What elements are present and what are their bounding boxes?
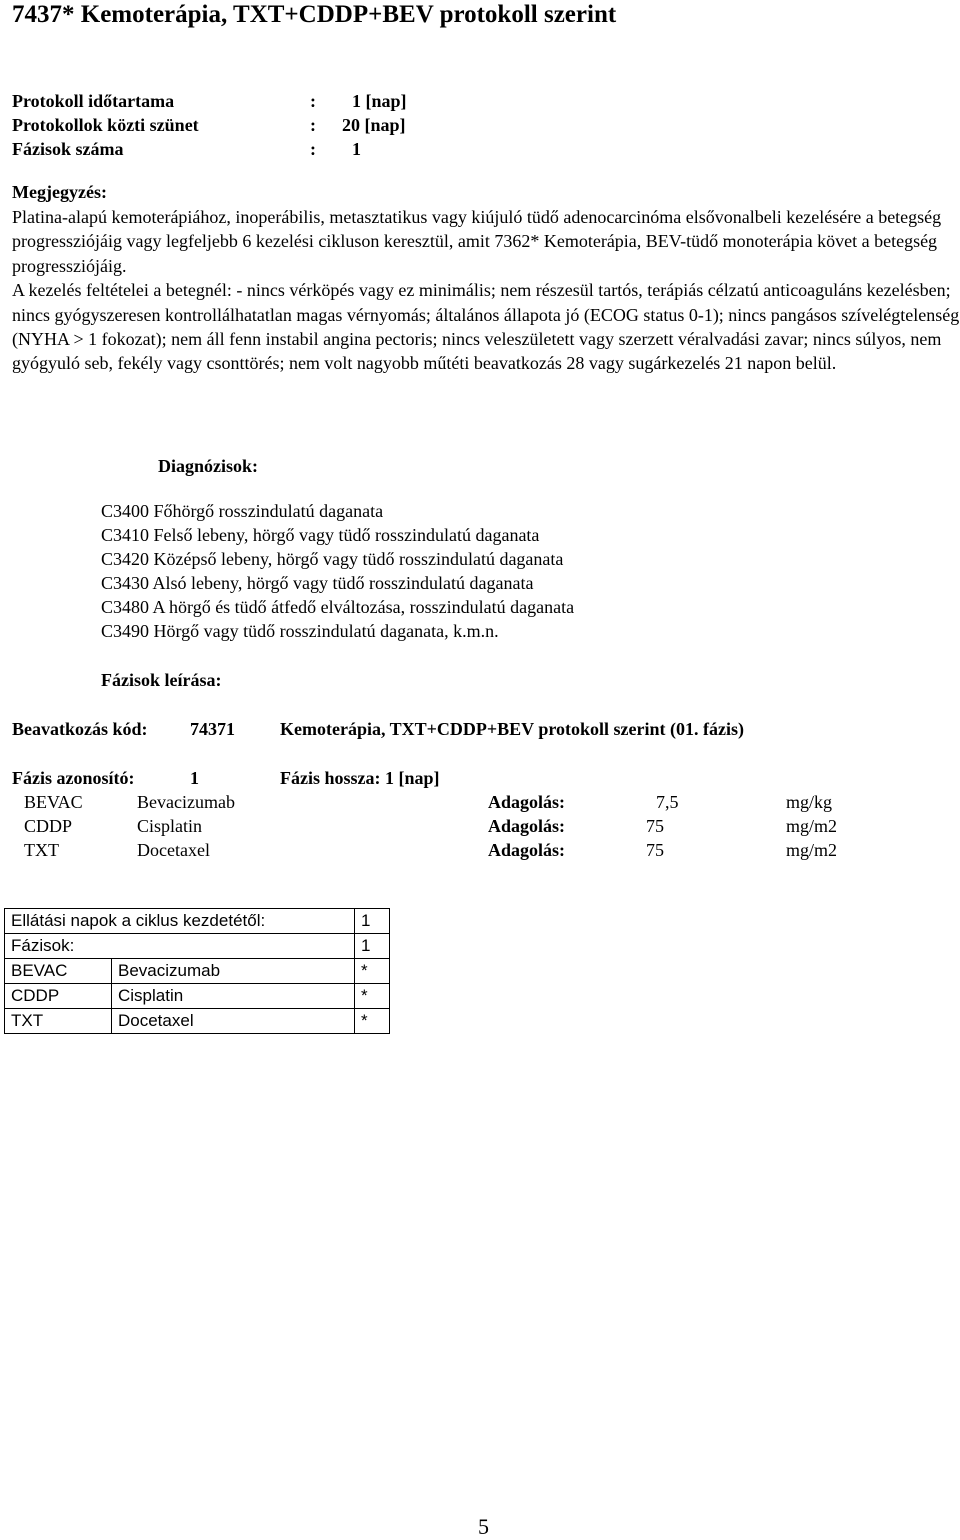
drug-name: Cisplatin xyxy=(137,816,203,836)
dose-label: Adagolás: xyxy=(488,816,566,836)
protocol-duration-label: Protokoll időtartama xyxy=(12,91,175,111)
intervention-name: Kemoterápia, TXT+CDDP+BEV protokoll szerint (01. fázis) xyxy=(280,719,744,739)
diagnosis-item: C3400 Főhörgő rosszindulatú daganata xyxy=(101,501,384,521)
dose-value: 7,5 xyxy=(656,792,679,812)
phase-count-sep: : xyxy=(310,139,316,159)
drug-code: BEVAC xyxy=(24,792,83,812)
phase-length: Fázis hossza: 1 [nap] xyxy=(280,768,440,788)
table-cell: BEVAC xyxy=(5,959,112,984)
table-row xyxy=(5,959,390,984)
dose-unit: mg/kg xyxy=(786,792,833,812)
diagnosis-item: C3430 Alsó lebeny, hörgő vagy tüdő rosszindulatú daganata xyxy=(101,573,534,593)
phase-count-label: Fázisok száma xyxy=(12,139,124,159)
table-cell: Fázisok: xyxy=(5,934,355,959)
phase-id-label: Fázis azonosító: xyxy=(12,768,135,788)
intervention-code-label: Beavatkozás kód: xyxy=(12,719,148,739)
protocol-duration-sep: : xyxy=(310,91,316,111)
phase-id-value: 1 xyxy=(190,768,199,788)
drug-code: CDDP xyxy=(24,816,73,836)
table-cell: Ellátási napok a ciklus kezdetétől: xyxy=(5,909,355,934)
phases-heading: Fázisok leírása: xyxy=(101,670,222,690)
protocol-gap-label: Protokollok közti szünet xyxy=(12,115,199,135)
table-cell: 1 xyxy=(355,934,390,959)
table-cell: Docetaxel xyxy=(112,1009,355,1034)
protocol-duration-value: 1 [nap] xyxy=(352,91,407,111)
table-cell: TXT xyxy=(5,1009,112,1034)
dose-unit: mg/m2 xyxy=(786,816,838,836)
page-title: 7437* Kemoterápia, TXT+CDDP+BEV protokoll szerint xyxy=(12,1,617,28)
diagnosis-item: C3480 A hörgő és tüdő átfedő elváltozása, rosszindulatú daganata xyxy=(101,597,575,617)
table-row xyxy=(5,909,390,934)
dose-unit: mg/m2 xyxy=(786,840,838,860)
dose-value: 75 xyxy=(646,840,664,860)
table-row xyxy=(5,984,390,1009)
schedule-table xyxy=(4,908,390,1034)
dose-label: Adagolás: xyxy=(488,792,566,812)
phase-count-value: 1 xyxy=(352,139,361,159)
drug-code: TXT xyxy=(24,840,59,860)
protocol-gap-value: 20 [nap] xyxy=(342,115,406,135)
dose-label: Adagolás: xyxy=(488,840,566,860)
table-cell: Bevacizumab xyxy=(112,959,355,984)
note-paragraph-2: A kezelés feltételei a betegnél: - nincs vérköpés vagy ez minimális; nem részesül tartós, terápiás célzatú anticoaguláns kezelésben; nincs gyógyszeresen kontrollálhatatlan magas vérnyomás; általános állapota jó (ECOG status 0-1); nincs pangásos szívelégtelenség (NYHA > 1 fokozat); nem áll fenn instabil angina pectoris; nincs veleszületett vagy szerzett véralvadási zavar; nincs súlyos, nem gyógyuló seb, fekély vagy csonttörés; nem volt nagyobb műtéti beavatkozás 28 vagy sugárkezelés 21 napon belül. xyxy=(12,280,960,374)
diagnoses-heading: Diagnózisok: xyxy=(158,456,259,476)
table-cell: 1 xyxy=(355,909,390,934)
intervention-code: 74371 xyxy=(190,719,235,739)
page-number: 5 xyxy=(478,1514,489,1539)
diagnosis-item: C3420 Középső lebeny, hörgő vagy tüdő rosszindulatú daganata xyxy=(101,549,564,569)
protocol-gap-sep: : xyxy=(310,115,316,135)
table-cell: Cisplatin xyxy=(112,984,355,1009)
diagnosis-item: C3490 Hörgő vagy tüdő rosszindulatú daganata, k.m.n. xyxy=(101,621,499,641)
table-cell: CDDP xyxy=(5,984,112,1009)
note-body xyxy=(12,205,960,376)
drug-name: Docetaxel xyxy=(137,840,210,860)
table-cell: * xyxy=(355,1009,390,1034)
note-heading: Megjegyzés: xyxy=(12,182,107,202)
table-cell: * xyxy=(355,984,390,1009)
table-cell: * xyxy=(355,959,390,984)
table-row xyxy=(5,934,390,959)
diagnosis-item: C3410 Felső lebeny, hörgő vagy tüdő rosszindulatú daganata xyxy=(101,525,540,545)
dose-value: 75 xyxy=(646,816,664,836)
table-row xyxy=(5,1009,390,1034)
drug-name: Bevacizumab xyxy=(137,792,235,812)
note-paragraph-1: Platina-alapú kemoterápiához, inoperábilis, metasztatikus vagy kiújuló tüdő adenocarcinóma elsővonalbeli kezelésére a betegség progressziójáig vagy legfeljebb 6 kezelési cikluson keresztül, amit 7362* Kemoterápia, BEV-tüdő monoterápia követ a betegség progressziójáig. xyxy=(12,207,942,276)
